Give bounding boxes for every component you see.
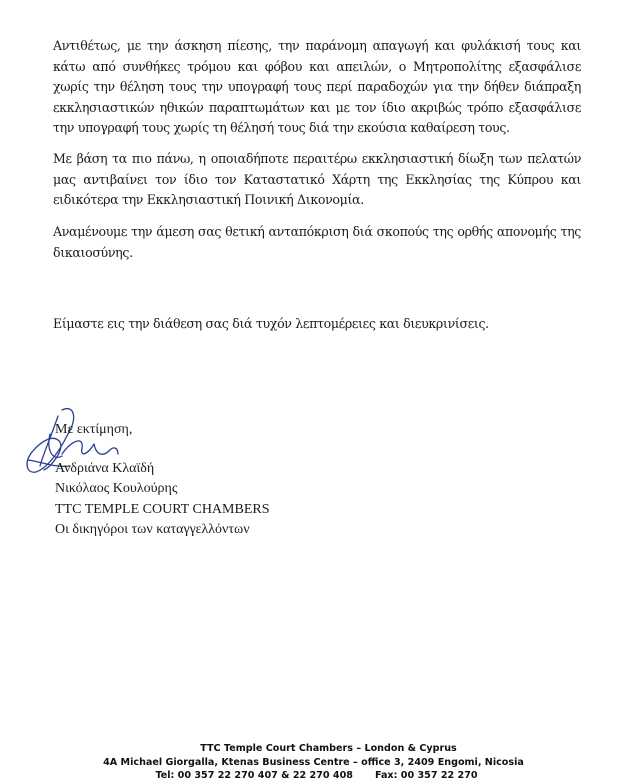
signatory-name-1: Ανδριάνα Κλαϊδή bbox=[55, 460, 155, 476]
signatory-role: Οι δικηγόροι των καταγγελλόντων bbox=[55, 522, 250, 537]
footer-address-line: 4A Michael Giorgalla, Ktenas Business Centre – office 3, 2409 Engomi, Nicosia bbox=[103, 756, 524, 768]
footer-fax: Fax: 00 357 22 270 bbox=[374, 770, 478, 782]
signature-block bbox=[55, 420, 270, 541]
signatory-name-2: Νικόλαος Κουλούρης bbox=[55, 481, 178, 496]
firm-name: TTC TEMPLE COURT CHAMBERS bbox=[55, 501, 270, 517]
paragraph-availability: Είμαστε εις την διάθεση σας διά τυχόν λεπτομέρειες και διευκρινίσεις. bbox=[53, 316, 489, 331]
footer-contact-line bbox=[0, 769, 627, 783]
closing-salutation: Με εκτίμηση, bbox=[55, 422, 133, 437]
letterhead-footer bbox=[0, 742, 627, 783]
paragraph-prosecution: Με βάση τα πιο πάνω, η οποιαδήποτε περαιτέρω εκκλησιαστική δίωξη των πελατών μας αντιβαίνει τον ίδιο τον Καταστατικό Χάρτη της Εκκλησίας της Κύπρου και ειδικότερα την Εκκλησιαστική Ποινική Δικονομία. bbox=[53, 151, 581, 208]
footer-firm-line: TTC Temple Court Chambers – London & Cyprus bbox=[200, 743, 457, 754]
paragraph-response-request: Αναμένουμε την άμεση σας θετική ανταπόκριση διά σκοπούς της ορθής απονομής της δικαιοσύνης. bbox=[53, 224, 581, 260]
footer-telephone: Tel: 00 357 22 270 407 & 22 270 408 bbox=[155, 770, 353, 782]
paragraph-coercion: Αντιθέτως, με την άσκηση πίεσης, την παράνομη απαγωγή και φυλάκισή τους και κάτω από συνθήκες τρόμου και φόβου και απειλών, ο Μητροπολίτης εξασφάλισε χωρίς την θέληση τους την υπογραφή τους περί παραδοχών για την δήθεν διάπραξη εκκλησιαστικών ηθικών παραπτωμάτων και με τον ίδιο ακριβώς τρόπο εξασφάλισε την υπογραφή τους χωρίς τη θέλησή τους διά την εκούσια καθαίρεση τους. bbox=[53, 38, 581, 136]
